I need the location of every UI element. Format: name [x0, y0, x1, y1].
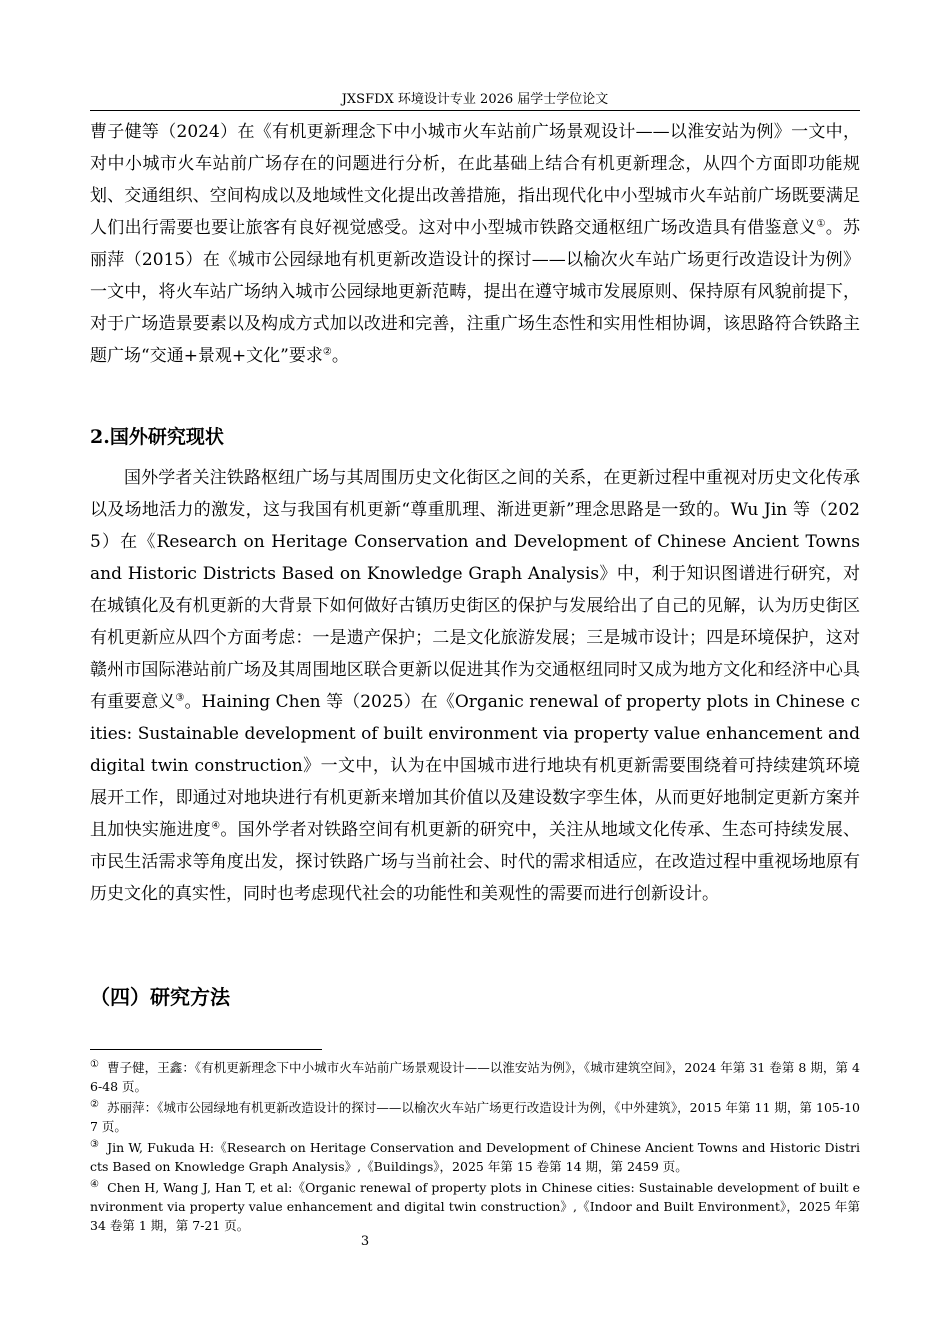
- paragraph-foreign-review: [90, 462, 860, 910]
- footnote-mark: ①: [90, 1058, 100, 1070]
- footnote-mark: ③: [90, 1138, 100, 1150]
- text-run: 国外学者关注铁路枢纽广场与其周围历史文化街区之间的关系，在更新过程中重视对历史文化传承以及场地活力的激发，这与我国有机更新“尊重肌理、渐进更新”理念思路是一致的。Wu Jin 等（2025）在《Research on Heritage Conservation and Development of Chinese Ancient Towns and Historic Districts Based on Knowledge Graph Analysis》中，利于知识图谱进行研究，对在城镇化及有机更新的大背景下如何做好古镇历史街区的保护与发展给出了自己的见解，认为历史街区有机更新应从四个方面考虑：一是遗产保护；二是文化旅游发展；三是城市设计；四是环境保护，这对赣州市国际港站前广场及其周围地区联合更新以促进其作为交通枢纽同时又成为地方文化和经济中心具有重要意义: [90, 468, 860, 712]
- text-run: 曹子健等（2024）在《有机更新理念下中小城市火车站前广场景观设计——以淮安站为例》一文中，对中小城市火车站前广场存在的问题进行分析，在此基础上结合有机更新理念，从四个方面即功能规划、交通组织、空间构成以及地域性文化提出改善措施，指出现代化中小型城市火车站前广场既要满足人们出行需要也要让旅客有良好视觉感受。这对中小型城市铁路交通枢纽广场改造具有借鉴意义: [90, 122, 860, 238]
- running-header: JXSFDX 环境设计专业 2026 届学士学位论文: [341, 92, 609, 107]
- footnote-text: 曹子健，王鑫：《有机更新理念下中小城市火车站前广场景观设计——以淮安站为例》，《城市建筑空间》，2024 年第 31 卷第 8 期，第 46-48 页。: [90, 1060, 860, 1094]
- footnote-separator: [90, 1049, 322, 1050]
- footnote-text: Chen H, Wang J, Han T, et al:《Organic renewal of property plots in Chinese cities: Sustainable development of built environment via property value enhancement and digital twin construction》,《Indoor and Built Environment》，2025 年第 34 卷第 1 期，第 7-21 页。: [90, 1180, 860, 1233]
- section-heading-research-methods: （四）研究方法: [90, 985, 230, 1009]
- footnote-1: [90, 1058, 860, 1096]
- text-run: 。Haining Chen 等（2025）在《Organic renewal of property plots in Chinese cities: Sustainable development of built environment via property value enhancement and digital twin construction》一文中，认为在中国城市进行地块有机更新需要围绕着可持续建筑环境展开工作，即通过对地块进行有机更新来增加其价值以及建设数字孪生体，从而更好地制定更新方案并且加快实施进度: [90, 692, 861, 840]
- text-run: 。: [331, 346, 349, 366]
- footnote-ref-1[interactable]: ①: [816, 218, 826, 230]
- footnote-mark: ②: [90, 1098, 99, 1110]
- footnote-4: [90, 1178, 860, 1235]
- body-text-foreign: [90, 462, 860, 910]
- text-run: 。国外学者对铁路空间有机更新的研究中，关注从地域文化传承、生态可持续发展、市民生活需求等角度出发，探讨铁路广场与当前社会、时代的需求相适应，在改造过程中重视场地原有历史文化的真实性，同时也考虑现代社会的功能性和美观性的需要而进行创新设计。: [90, 820, 861, 904]
- body-text-top: [90, 116, 860, 372]
- footnote-3: [90, 1138, 860, 1176]
- footnote-ref-2[interactable]: ②: [322, 346, 332, 358]
- footnote-text: Jin W, Fukuda H:《Research on Heritage Conservation and Development of Chinese Ancient Towns and Historic Districts Based on Knowledge Graph Analysis》,《Buildings》，2025 年第 15 卷第 14 期，第 2459 页。: [90, 1140, 860, 1174]
- section-heading-foreign-research: 2.国外研究现状: [90, 426, 224, 448]
- footnote-text: 苏丽萍：《城市公园绿地有机更新改造设计的探讨——以榆次火车站广场更行改造设计为例，《中外建筑》，2015 年第 11 期，第 105-107 页。: [90, 1100, 860, 1134]
- paragraph-domestic-review: [90, 116, 860, 372]
- footnotes: [90, 1058, 860, 1237]
- footnote-ref-4[interactable]: ④: [211, 820, 221, 832]
- header-rule: [90, 110, 860, 111]
- footnote-ref-3[interactable]: ③: [175, 692, 185, 704]
- page-number: 3: [360, 1234, 370, 1249]
- footnote-2: [90, 1098, 860, 1136]
- footnote-mark: ④: [90, 1178, 100, 1190]
- text-run: 。苏丽萍（2015）在《城市公园绿地有机更新改造设计的探讨——以榆次火车站广场更行改造设计为例》一文中，将火车站广场纳入城市公园绿地更新范畴，提出在遵守城市发展原则、保持原有风貌前提下，对于广场造景要素以及构成方式加以改进和完善，注重广场生态性和实用性相协调，该思路符合铁路主题广场“交通+景观+文化”要求: [90, 218, 860, 366]
